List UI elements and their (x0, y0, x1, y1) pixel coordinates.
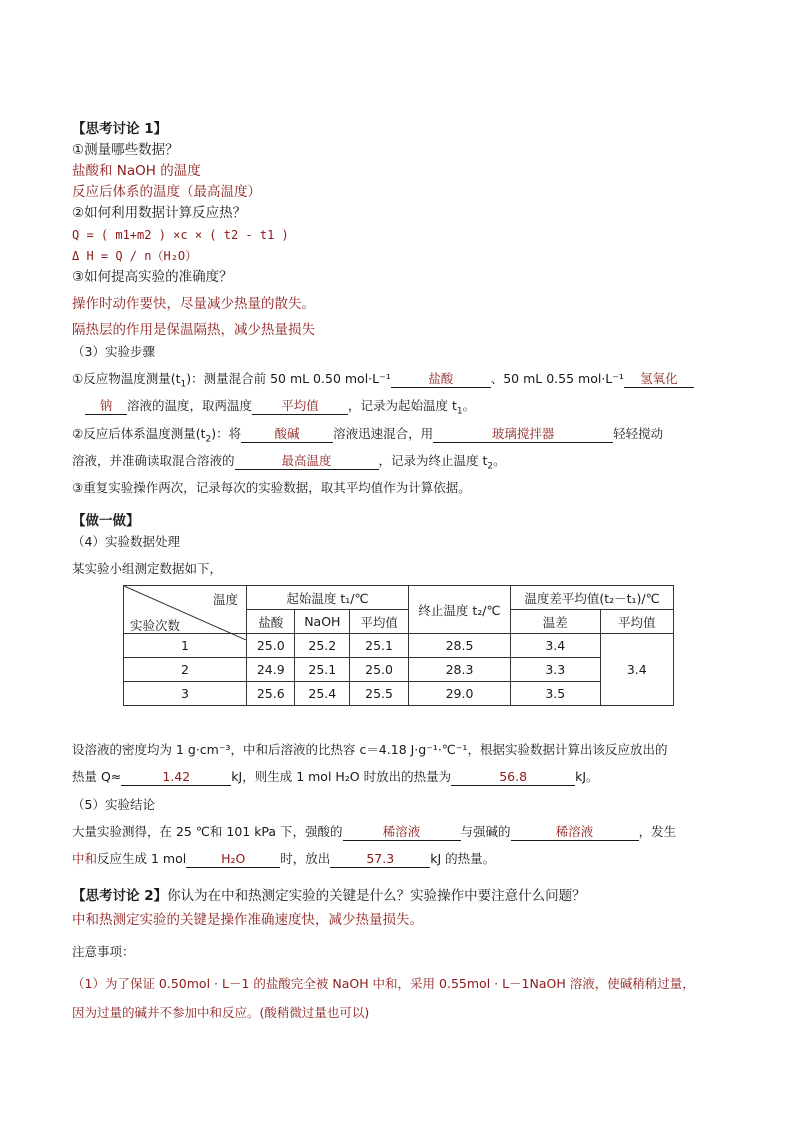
discuss1-a3-2: 隔热层的作用是保温隔热，减少热量损失 (72, 322, 315, 338)
conclusion-line1: 大量实验测得，在 25 ℃和 101 kPa 下，强酸的 稀溶液 与强碱的 稀溶液 ，发生 (72, 824, 677, 839)
data-processing-title: （4）实验数据处理 (72, 534, 180, 549)
corner-top-label: 温度 (212, 592, 238, 607)
doit-heading: 【做一做】 (72, 513, 140, 529)
header-diff-avg: 温度差平均值(t₂－t₁)/℃ (511, 586, 674, 610)
cell-hcl: 25.0 (247, 634, 295, 658)
note1-line1: （1）为了保证 0.50mol · L－1 的盐酸完全被 NaOH 中和，采用 0.55mol · L－1NaOH 溶液，使碱稍稍过量， (72, 976, 695, 991)
cell-diff: 3.3 (511, 658, 601, 682)
header-end-temp: 终止温度 t₂/℃ (409, 586, 511, 634)
steps-title: （3）实验步骤 (72, 344, 155, 359)
subheader-hcl: 盐酸 (247, 610, 295, 634)
formula-dh: Δ H = Q / n（H₂O） (72, 249, 198, 263)
cell-end: 28.3 (409, 658, 511, 682)
cell-avg: 25.1 (350, 634, 409, 658)
discuss2-line (72, 886, 586, 906)
table-row (124, 658, 674, 682)
cell-diff: 3.4 (511, 634, 601, 658)
cell-naoh: 25.2 (295, 634, 350, 658)
step1-blank-acid: 盐酸 (391, 370, 491, 388)
header-start-temp: 起始温度 t₁/℃ (247, 586, 409, 610)
discuss1-heading: 【思考讨论 1】 (72, 121, 168, 137)
step2-blank-maxtemp: 最高温度 (235, 452, 379, 470)
cell-avg: 25.0 (350, 658, 409, 682)
subheader-naoh: NaOH (295, 610, 350, 634)
cell-diff: 3.5 (511, 682, 601, 706)
step3: ③重复实验操作两次，记录每次的实验数据，取其平均值作为计算依据。 (72, 480, 471, 495)
step1-line1: ①反应物温度测量$(t_1)$：测量混合前 50 mL 0.50 mol·L⁻¹ 盐酸 、50 mL 0.55 mol·L⁻¹ 氢氧化 (72, 369, 694, 395)
step1-line2: 钠 溶液的温度，取两温度 平均值 ，记录为起始温度 $t_1$。 (85, 396, 475, 422)
calc-blank-per-mol: 56.8 (451, 768, 575, 786)
cell-n: 2 (124, 658, 247, 682)
step2-blank-acidbase: 酸碱 (241, 425, 333, 443)
step1-blank-average: 平均值 (252, 397, 348, 415)
data-table (123, 585, 674, 706)
cell-end: 28.5 (409, 634, 511, 658)
subheader-avg: 平均值 (350, 610, 409, 634)
cell-naoh: 25.1 (295, 658, 350, 682)
subheader-diff-avg: 平均值 (600, 610, 673, 634)
table-intro: 某实验小组测定数据如下， (72, 561, 223, 576)
step2-blank-stirrer: 玻璃搅拌器 (433, 425, 613, 443)
discuss1-a1-2: 反应后体系的温度（最高温度） (72, 184, 261, 200)
notes-title: 注意事项： (72, 944, 135, 959)
step2-line1: ②反应后体系温度测量$(t_2)$：将 酸碱 溶液迅速混合，用 玻璃搅拌器 轻轻搅动 (72, 426, 664, 445)
discuss1-a3-1: 操作时动作要快，尽量减少热量的散失。 (72, 296, 315, 312)
calc-line1: 设溶液的密度均为 1 g·cm⁻³，中和后溶液的比热容 c＝4.18 J·g⁻¹·℃⁻¹，根据实验数据计算出该反应放出的 (72, 742, 668, 757)
cell-hcl: 25.6 (247, 682, 295, 706)
step1-blank-base-cont: 钠 (85, 397, 127, 415)
cell-n: 3 (124, 682, 247, 706)
cell-naoh: 25.4 (295, 682, 350, 706)
discuss1-q2: ②如何利用数据计算反应热？ (72, 205, 247, 221)
conclusion-blank-heat: 57.3 (330, 850, 430, 868)
conclusion-blank-base: 稀溶液 (511, 823, 639, 841)
discuss1-a1-1: 盐酸和 NaOH 的温度 (72, 163, 201, 179)
corner-bottom-label: 实验次数 (130, 618, 181, 633)
conclusion-title: （5）实验结论 (72, 797, 155, 812)
discuss2-question: 你认为在中和热测定实验的关键是什么？实验操作中要注意什么问题？ (167, 888, 586, 904)
cell-end: 29.0 (409, 682, 511, 706)
conclusion-line2: 中和反应生成 1 mol H₂O 时，放出 57.3 kJ 的热量。 (72, 851, 496, 866)
calc-line2: 热量 Q≈ 1.42 kJ，则生成 1 mol H₂O 时放出的热量为 56.8 kJ。 (72, 769, 599, 784)
conclusion-blank-water: H₂O (186, 850, 280, 868)
discuss1-q3: ③如何提高实验的准确度？ (72, 269, 233, 285)
formula-q: Q = ( m1+m2 ) ×c × ( t2 - t1 ) (72, 228, 289, 242)
table-row (124, 682, 674, 706)
cell-avg: 25.5 (350, 682, 409, 706)
step1-blank-base: 氢氧化 (624, 370, 694, 388)
note1-line2: 因为过量的碱并不参加中和反应。(酸稍微过量也可以) (72, 1005, 370, 1020)
step2-line2: 溶液，并准确读取混合溶液的 最高温度 ，记录为终止温度 $t_2$。 (72, 453, 506, 472)
discuss2-heading: 【思考讨论 2】 (72, 888, 168, 904)
calc-blank-q: 1.42 (121, 768, 231, 786)
cell-hcl: 24.9 (247, 658, 295, 682)
subheader-diff: 温差 (511, 610, 601, 634)
cell-overall-avg: 3.4 (600, 634, 673, 706)
discuss2-answer: 中和热测定实验的关键是操作准确速度快，减少热量损失。 (72, 912, 423, 928)
cell-n: 1 (124, 634, 247, 658)
conclusion-blank-acid: 稀溶液 (343, 823, 461, 841)
discuss1-q1: ①测量哪些数据？ (72, 142, 179, 158)
table-corner (124, 586, 247, 634)
